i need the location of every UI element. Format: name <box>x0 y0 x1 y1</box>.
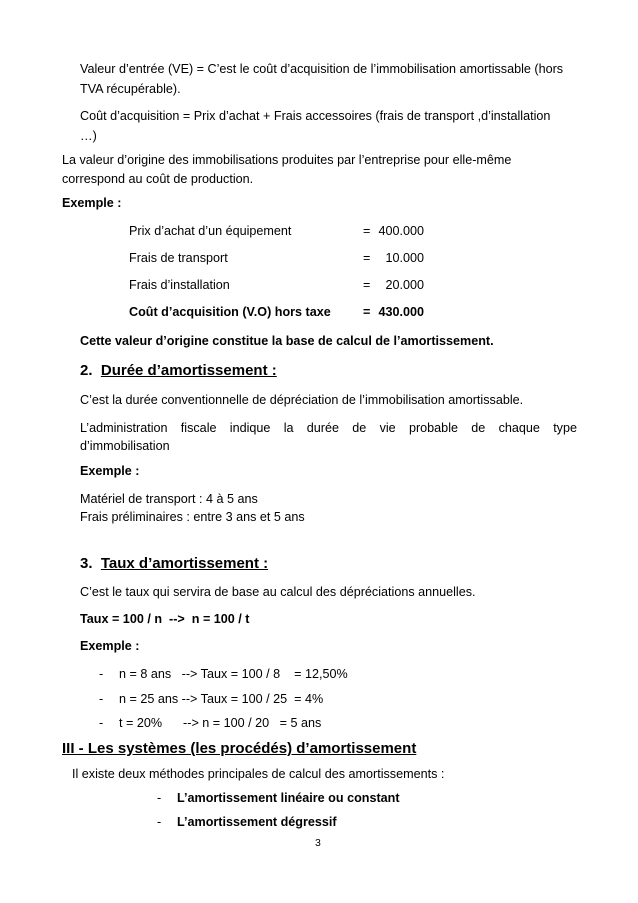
section2-example-item: Frais préliminaires : entre 3 ans et 5 ans <box>80 510 305 524</box>
example1-row-value: 20.000 <box>385 278 424 292</box>
example1-label: Exemple : <box>62 196 122 210</box>
section3-number: 3. <box>80 555 93 572</box>
valeur-origine-line2: correspond au coût de production. <box>62 172 254 186</box>
section3-paragraph1: C’est le taux qui servira de base au calcul des dépréciations annuelles. <box>80 585 476 599</box>
method-degressive: L’amortissement dégressif <box>177 815 337 829</box>
valeur-origine-line1: La valeur d’origine des immobilisations produites par l’entreprise pour elle-même <box>62 153 512 167</box>
page-number: 3 <box>315 837 321 849</box>
list-dash: - <box>99 716 104 730</box>
ve-definition-line1: Valeur d’entrée (VE) = C’est le coût d’acquisition de l’immobilisation amortissable (hors <box>80 62 564 76</box>
cout-acquisition-line1: Coût d’acquisition = Prix d’achat + Frais accessoires (frais de transport ,d’installation <box>80 109 551 123</box>
section2-title: Durée d’amortissement : <box>100 362 277 379</box>
example1-row-label: Frais de transport <box>129 251 228 265</box>
example1-total-label: Coût d’acquisition (V.O) hors taxe <box>129 305 331 319</box>
section2-example-item: Matériel de transport : 4 à 5 ans <box>80 492 258 506</box>
list-item-text: n = 8 ans --> Taux = 100 / 8 = 12,50% <box>119 667 348 681</box>
example1-row-value: 10.000 <box>385 251 424 265</box>
section3-heading <box>80 555 268 572</box>
example1-row-label: Frais d’installation <box>129 278 230 292</box>
list-dash: - <box>157 815 162 829</box>
example1-row-value: 400.000 <box>378 224 424 238</box>
section2-paragraph1: C’est la durée conventionnelle de dépréciation de l’immobilisation amortissable. <box>80 393 524 407</box>
section-iii-heading <box>62 740 416 757</box>
example1-row-eq: = <box>363 251 371 265</box>
section3-title: Taux d’amortissement : <box>100 555 269 572</box>
list-dash: - <box>99 667 104 681</box>
list-dash: - <box>157 791 162 805</box>
list-item-text: n = 25 ans --> Taux = 100 / 25 = 4% <box>119 692 324 706</box>
list-dash: - <box>99 692 104 706</box>
section3-formula: Taux = 100 / n --> n = 100 / t <box>80 612 250 626</box>
example1-total-value: 430.000 <box>378 305 424 319</box>
section2-example-label: Exemple : <box>80 464 140 478</box>
cout-acquisition-line2: …) <box>80 129 97 143</box>
section2-paragraph2-line2: d’immobilisation <box>80 439 170 453</box>
section2-heading <box>80 362 277 379</box>
example1-total-eq: = <box>363 305 371 319</box>
section-iii-intro: Il existe deux méthodes principales de calcul des amortissements : <box>72 767 445 781</box>
list-item-text: t = 20% --> n = 100 / 20 = 5 ans <box>119 716 322 730</box>
section3-example-label: Exemple : <box>80 639 140 653</box>
section2-paragraph2-line1: L’administration fiscale indique la durée de vie probable de chaque type <box>80 421 577 435</box>
section-iii-title: III - Les systèmes (les procédés) d’amortissement <box>62 740 417 757</box>
ve-definition-line2: TVA récupérable). <box>80 82 181 96</box>
section2-number: 2. <box>80 362 93 379</box>
method-linear: L’amortissement linéaire ou constant <box>177 791 400 805</box>
example1-row-eq: = <box>363 224 371 238</box>
example1-conclusion: Cette valeur d’origine constitue la base de calcul de l’amortissement. <box>80 334 494 348</box>
example1-row-label: Prix d’achat d’un équipement <box>129 224 292 238</box>
example1-row-eq: = <box>363 278 371 292</box>
